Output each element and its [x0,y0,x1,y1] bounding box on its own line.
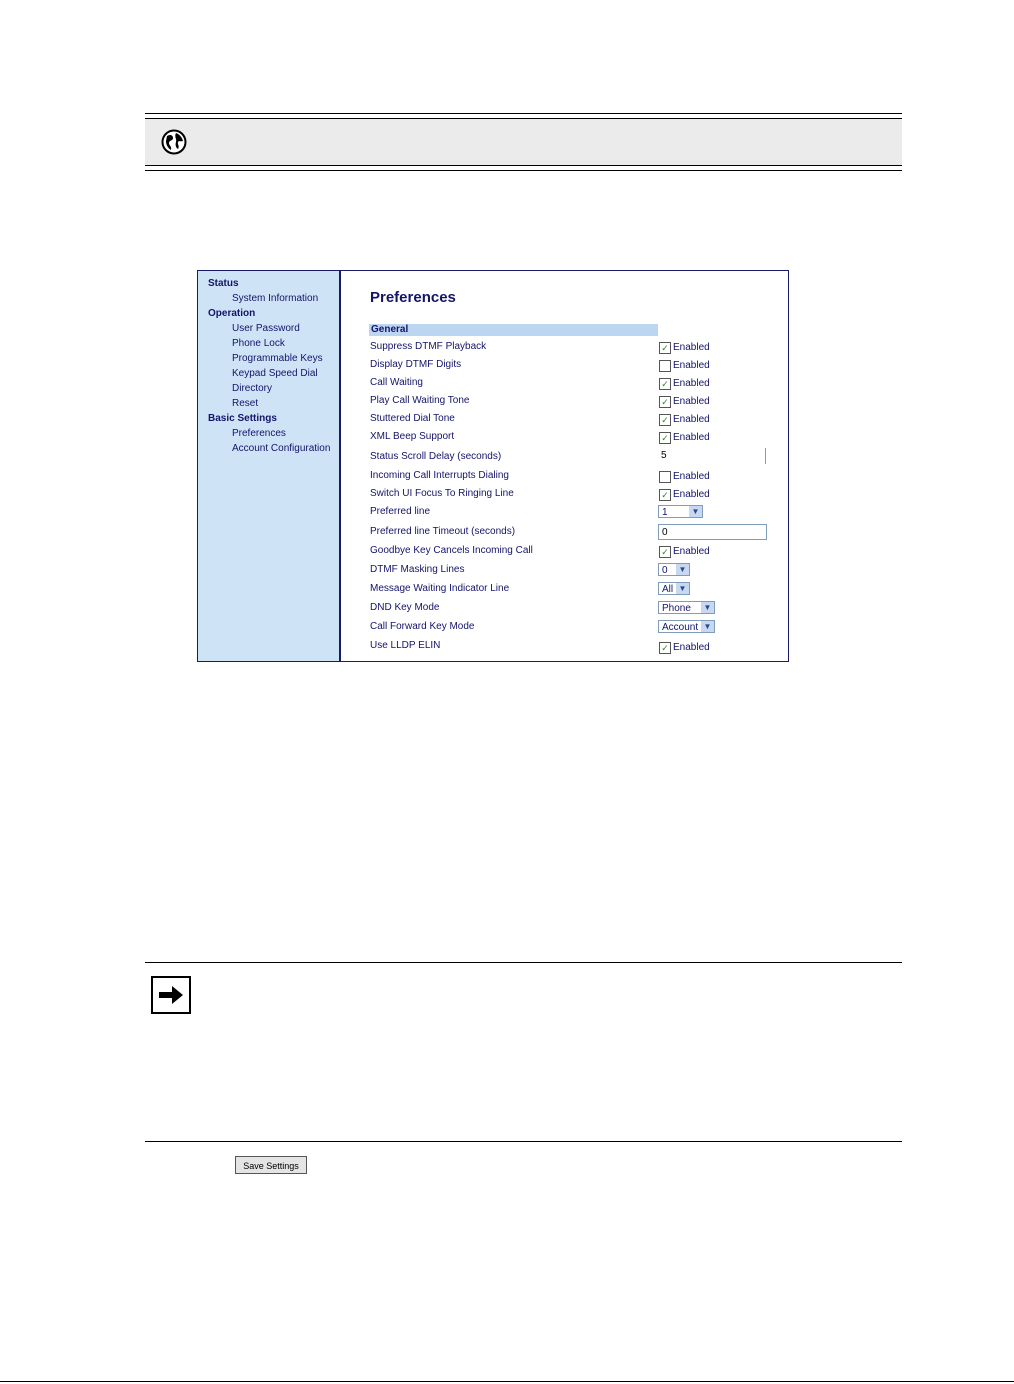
row-label: DTMF Masking Lines [370,564,465,575]
row-label: Display DTMF Digits [370,359,462,370]
select-value: Phone [662,603,691,614]
checkbox-label: Enabled [673,546,710,557]
top-banner [145,113,902,171]
checkbox-label: Enabled [673,489,710,500]
chevron-down-icon: ▼ [676,564,689,575]
dropdown-select[interactable] [658,601,715,614]
text-input[interactable]: 5 [658,448,766,464]
checkbox-label: Enabled [673,378,710,389]
checkbox-label: Enabled [673,642,710,653]
select-value: Account [662,622,699,633]
checkbox-label: Enabled [673,432,710,443]
page-title: Preferences [370,289,456,306]
save-settings-button[interactable]: Save Settings [235,1156,307,1174]
row-label: Switch UI Focus To Ringing Line [370,488,514,499]
note-bottom-rule [145,1141,902,1142]
checkbox-label: Enabled [673,396,710,407]
nav-sidebar [198,271,341,661]
nav-group-status[interactable]: Status [208,278,239,289]
chevron-down-icon: ▼ [701,602,714,613]
nav-group-operation[interactable]: Operation [208,308,256,319]
checkbox[interactable]: ✓ [659,546,671,558]
nav-item-account-configuration[interactable]: Account Configuration [232,443,331,454]
globe-icon [161,129,187,155]
text-input[interactable]: 0 [658,524,767,540]
row-label: Play Call Waiting Tone [370,395,470,406]
nav-group-basic-settings[interactable]: Basic Settings [208,413,277,424]
row-label: XML Beep Support [370,431,455,442]
select-value: 1 [662,507,668,518]
select-value: All [662,584,674,595]
checkbox[interactable]: ✓ [659,642,671,654]
checkbox[interactable] [659,360,671,372]
row-label: Message Waiting Indicator Line [370,583,510,594]
checkbox-label: Enabled [673,471,710,482]
row-label: Status Scroll Delay (seconds) [370,451,502,462]
checkbox-label: Enabled [673,342,710,353]
checkbox[interactable]: ✓ [659,378,671,390]
nav-item-preferences[interactable]: Preferences [232,428,286,439]
note-top-rule [145,962,902,963]
row-label: Use LLDP ELIN [370,640,441,651]
select-value: 0 [662,565,668,576]
banner-inner [145,118,902,166]
checkbox[interactable] [659,471,671,483]
row-label: Call Forward Key Mode [370,621,475,632]
row-label: Call Waiting [370,377,423,388]
row-label: Stuttered Dial Tone [370,413,455,424]
chevron-down-icon: ▼ [701,621,714,632]
checkbox[interactable]: ✓ [659,489,671,501]
chevron-down-icon: ▼ [689,506,702,517]
chevron-down-icon: ▼ [676,583,689,594]
checkbox[interactable]: ✓ [659,396,671,408]
nav-item-programmable-keys[interactable]: Programmable Keys [232,353,323,364]
dropdown-select[interactable] [658,620,715,633]
dropdown-select[interactable] [658,505,703,518]
row-label: Preferred line Timeout (seconds) [370,526,516,537]
checkbox[interactable]: ✓ [659,414,671,426]
nav-item-directory[interactable]: Directory [232,383,273,394]
checkbox[interactable]: ✓ [659,432,671,444]
row-label: Incoming Call Interrupts Dialing [370,470,509,481]
checkbox-label: Enabled [673,360,710,371]
web-ui-screenshot [197,270,789,662]
row-label: Suppress DTMF Playback [370,341,487,352]
nav-item-keypad-speed-dial[interactable]: Keypad Speed Dial [232,368,318,379]
row-label: Preferred line [370,506,431,517]
dropdown-select[interactable] [658,563,690,576]
row-label: DND Key Mode [370,602,440,613]
checkbox[interactable]: ✓ [659,342,671,354]
checkbox-label: Enabled [673,414,710,425]
arrow-right-icon [151,976,191,1014]
preferences-panel [341,271,788,661]
nav-item-system-information[interactable]: System Information [232,293,319,304]
nav-item-phone-lock[interactable]: Phone Lock [232,338,285,349]
nav-item-user-password[interactable]: User Password [232,323,300,334]
nav-item-reset[interactable]: Reset [232,398,259,409]
dropdown-select[interactable] [658,582,690,595]
page-bottom-rule [0,1381,1014,1382]
section-header-general: General [369,324,658,336]
row-label: Goodbye Key Cancels Incoming Call [370,545,533,556]
